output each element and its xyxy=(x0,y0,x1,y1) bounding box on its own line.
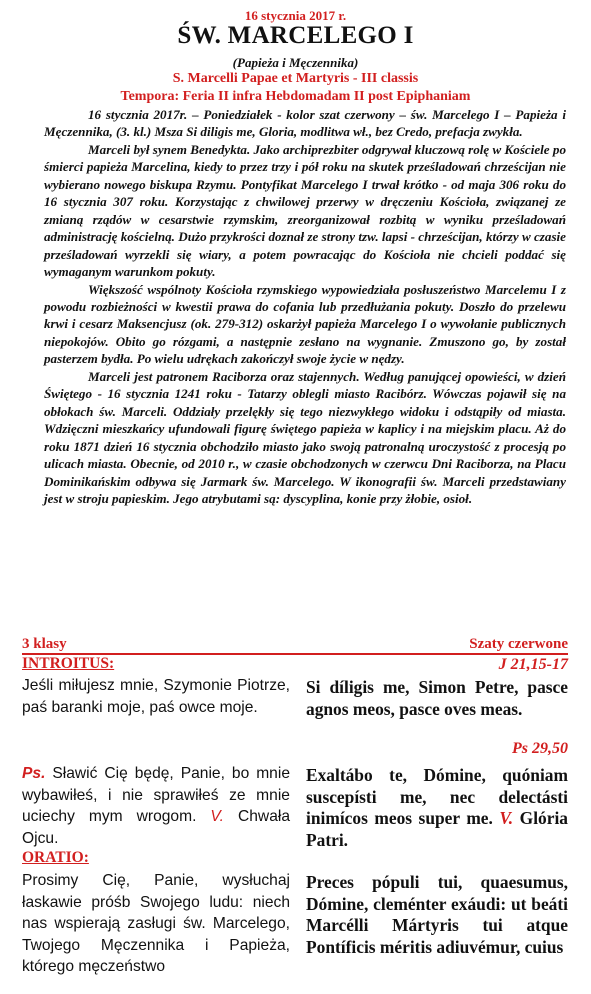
versicle-mark: V. xyxy=(499,808,514,829)
gloria-polish: Chwała Ojcu. xyxy=(22,808,291,847)
psalm-mark: Ps. xyxy=(22,765,46,782)
oratio-heading: ORATIO: xyxy=(22,849,89,866)
bio-paragraph: Marceli jest patronem Raciborza oraz stajennych. Według panującej opowieści, w dzień Świętego - 16 stycznia 1241 roku - Tatarzy oblegli miasto Racibórz. Wówczas pojawił się na obłokach św. Marceli. Oddziały przelękły się tego niezwykłego widoku i odstąpiły od miasta. Wdzięczni mieszkańcy ufundowali figurę świętego papieża w kaplicy i na miejskim placu. Aż do roku 1871 dzień 16 stycznia obchodziło miasto jako swoją patronalną uroczystość z procesją po ulicach miasta. Obecnie, od 2010 r., w czasie obchodzonych w czerwcu Dni Raciborza, na Placu Dominikańskim odbywa się Jarmark św. Marcelego. W ikonografii św. Marceli przedstawiany jest w stroju papieskim. Jego atrybutami są: dyscyplina, konie przy żłobie, osioł. xyxy=(44,368,566,506)
feast-subtitle-latin: S. Marcelli Papae et Martyris - III classis xyxy=(172,71,419,86)
introitus-heading: INTROITUS: xyxy=(22,655,115,672)
bio-paragraph: Marceli był synem Benedykta. Jako archiprezbiter odgrywał kluczową rolę w Kościele po śmierci papieża Marcelina, kiedy to przez trzy i pół roku na skutek prześladowań chrześcijan nie wybierano nowego biskupa Rzymu. Pontyfikat Marcelego I trwał krótko - od maja 306 roku do 16 stycznia 307 roku. Korzystając z chwilowej przerwy w dręczeniu Kościoła, związanej ze zmianą rządów w cesarstwie rzymskim, zreorganizował rozbitą w wyniku prześladowań administrację kościelną. Dużo przykrości doznał ze strony tzw. lapsi - chrześcijan, którzy w czasie prześladowań wyrzekli się wiary, a potem powracając do Kościoła nie chcieli poddać się wymaganym warunkom pokuty. xyxy=(44,141,566,280)
introitus-polish xyxy=(22,675,290,718)
date-heading: 16 stycznia 2017 r. xyxy=(244,8,347,23)
psalm-reference: Ps 29,50 xyxy=(512,740,568,757)
feast-subtitle-polish: (Papieża i Męczennika) xyxy=(232,55,359,70)
oratio-polish-text: Prosimy Cię, Panie, wysłuchaj łaskawie próśb Swojego ludu: niech nas wspierają zasługi św. Marcelego, Twojego Męczennika i Papieża, którego męczeństwo xyxy=(22,872,290,976)
versicle-mark: V. xyxy=(210,808,224,826)
psalm-latin xyxy=(306,765,568,851)
psalm-polish xyxy=(22,763,290,849)
introitus-latin xyxy=(306,677,568,720)
rank-row xyxy=(22,636,568,654)
tempora-line: Tempora: Feria II infra Hebdomadam II post Epiphaniam xyxy=(120,89,471,104)
bio-paragraph: Większość wspólnoty Kościoła rzymskiego wypowiedziała posłuszeństwo Marcelemu I z powodu rozbieżności w kwestii prawa do cofania lub przedłużania pokuty. Doszło do przelewu krwi i cesarz Maksencjusz (ok. 279-312) oskarżył papieża Marcelego I o wywołanie publicznych niepokojów. Obito go rózgami, a następnie zesłano na wygnanie. Zmuszono go, by został pasterzem bydła. Po wielu udrękach zakończył swoje życie w nędzy. xyxy=(44,281,566,367)
introitus-latin-text: Si díligis me, Simon Petre, pasce agnos meos, pasce oves meas. xyxy=(306,677,568,719)
oratio-latin xyxy=(306,872,568,958)
psalm-latin-text: Exaltábo te, Dómine, quóniam suscepísti me, nec delectásti inimícos meos super me. xyxy=(306,765,568,829)
psalm-polish-text: Sławić Cię będę, Panie, bo mnie wybawiłeś, i nie sprawiłeś ze mnie uciechy mym wrogom. xyxy=(22,765,290,826)
feast-class: 3 klasy xyxy=(22,636,67,652)
oratio-latin-text: Preces pópuli tui, quaesumus, Dómine, cleménter exáudi: ut beáti Marcélli Mártyris tui atque Pontíficis méritis adiuvémur, cuius xyxy=(306,872,568,957)
biography-section xyxy=(44,106,566,507)
vestment-color: Szaty czerwone xyxy=(469,636,568,652)
gloria-latin: Glória Patri. xyxy=(306,808,568,850)
introitus-polish-text: Jeśli miłujesz mnie, Szymonie Piotrze, paś baranki moje, paś owce moje. xyxy=(22,677,290,716)
oratio-polish xyxy=(22,870,290,978)
bio-paragraph: 16 stycznia 2017r. – Poniedziałek - kolor szat czerwony – św. Marcelego I – Papieża i Męczennika, (3. kl.) Msza Si diligis me, Gloria, modlitwa wł., bez Credo, prefacja zwykła. xyxy=(44,107,566,140)
introitus-reference: J 21,15-17 xyxy=(498,656,568,673)
feast-title: ŚW. MARCELEGO I xyxy=(177,22,414,49)
